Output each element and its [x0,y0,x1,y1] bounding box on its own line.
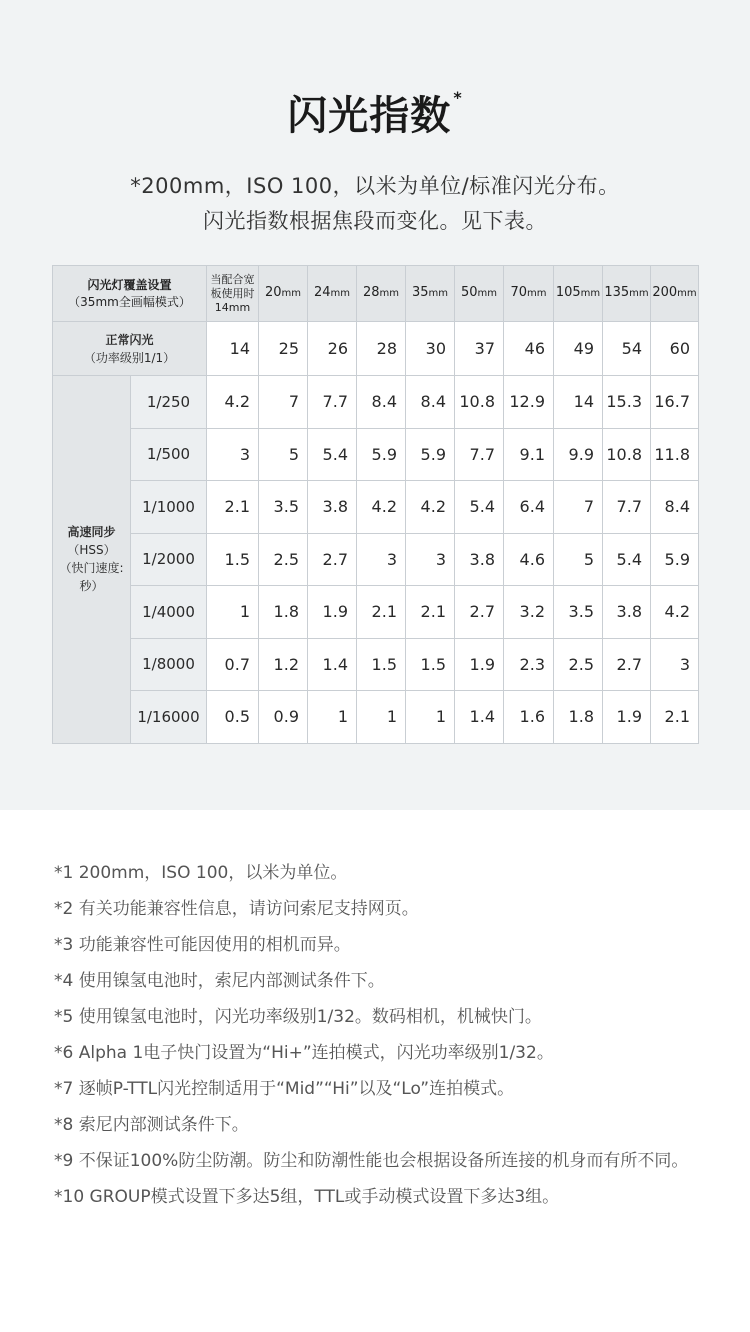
table-cell: 10.8 [603,428,651,481]
footnote-item: *6 Alpha 1电子快门设置为“Hi+”连拍模式，闪光功率级别1/32。 [54,1043,554,1063]
table-cell: 7.7 [455,428,504,481]
table-header-row [53,266,699,322]
focal-column-header [308,266,357,322]
table-cell: 3.8 [308,481,357,534]
focal-column-header [603,266,651,322]
table-cell: 2.1 [207,481,259,534]
focal-column-header [504,266,554,322]
table-cell: 15.3 [603,376,651,429]
table-cell: 3.5 [259,481,308,534]
table-cell: 1.5 [406,638,455,691]
footnote-item: *2 有关功能兼容性信息，请访问索尼支持网页。 [54,899,419,919]
table-cell: 3 [207,428,259,481]
footnote-item: *8 索尼内部测试条件下。 [54,1115,249,1135]
table-cell: 10.8 [455,376,504,429]
hss-label-line: 秒） [79,579,104,594]
table-row [53,481,699,534]
focal-column-header [651,266,699,322]
table-cell: 5.9 [406,428,455,481]
table-cell: 12.9 [504,376,554,429]
shutter-speed-cell: 1/4000 [131,586,207,639]
focal-length-value: 24 [313,285,331,300]
focal-length-unit: mm [330,288,351,299]
footnote-item: *9 不保证100%防尘防潮。防尘和防潮性能也会根据设备所连接的机身而有所不同。 [54,1151,689,1171]
focal-length-value: 28 [362,285,380,300]
focal-length-unit: mm [428,288,449,299]
shutter-speed-cell: 1/2000 [131,533,207,586]
shutter-speed-cell: 1/1000 [131,481,207,534]
hss-label [53,376,131,744]
table-cell: 1 [308,691,357,744]
table-cell: 14 [207,322,259,376]
table-cell: 7.7 [308,376,357,429]
table-cell: 0.9 [259,691,308,744]
table-row [53,691,699,744]
shutter-speed-cell: 1/16000 [131,691,207,744]
footnote-item: *1 200mm，ISO 100，以米为单位。 [54,863,348,883]
table-cell: 4.2 [207,376,259,429]
table-cell: 3.2 [504,586,554,639]
focal-column-header [259,266,308,322]
table-cell: 2.1 [651,691,699,744]
table-cell: 30 [406,322,455,376]
shutter-speed-cell: 1/500 [131,428,207,481]
focal-column-header [357,266,406,322]
subtitle-line-1: *200mm，ISO 100，以米为单位/标准闪光分布。 [130,174,620,198]
focal-length-unit: mm [379,288,400,299]
table-cell: 5.4 [603,533,651,586]
table-cell: 7 [554,481,603,534]
table-cell: 5.4 [455,481,504,534]
table-row [53,638,699,691]
table-cell: 60 [651,322,699,376]
footnotes [54,855,704,1215]
table-cell: 6.4 [504,481,554,534]
focal-length-unit: mm [677,288,697,299]
table-cell: 1.9 [308,586,357,639]
focal-length-unit: mm [527,288,547,299]
table-cell: 9.9 [554,428,603,481]
focal-length-unit: mm [281,288,302,299]
table-cell: 4.2 [357,481,406,534]
table-cell: 14 [554,376,603,429]
table-row [53,586,699,639]
table-cell: 54 [603,322,651,376]
table-cell: 7.7 [603,481,651,534]
table-cell: 46 [504,322,554,376]
focal-length-unit: mm [629,288,649,299]
table-cell: 4.2 [406,481,455,534]
focal-length-value: 50 [460,285,478,300]
footnote-item: *10 GROUP模式设置下多达5组，TTL或手动模式设置下多达3组。 [54,1187,560,1207]
table-cell: 3 [406,533,455,586]
normal-flash-label: 正常闪光 （功率级别1/1） [53,322,207,376]
focal-length-value: 20 [264,285,282,300]
table-cell: 1.4 [455,691,504,744]
table-cell: 2.5 [554,638,603,691]
shutter-speed-cell: 1/8000 [131,638,207,691]
focal-column-header [406,266,455,322]
table-cell: 5.9 [357,428,406,481]
table-cell: 49 [554,322,603,376]
table-cell: 3.8 [455,533,504,586]
table-cell: 1.4 [308,638,357,691]
table-cell: 1 [207,586,259,639]
table-cell: 2.7 [603,638,651,691]
focal-length-value: 70 [510,285,528,300]
table-cell: 1.8 [554,691,603,744]
table-cell: 8.4 [651,481,699,534]
table-cell: 25 [259,322,308,376]
table-cell: 2.3 [504,638,554,691]
subtitle-line-2: 闪光指数根据焦段而变化。见下表。 [203,209,547,233]
table-cell: 16.7 [651,376,699,429]
wide-panel-column-header: 当配合宽 板使用时 14mm [207,266,259,322]
table-cell: 2.1 [357,586,406,639]
shutter-speed-cell: 1/250 [131,376,207,429]
table-cell: 1.6 [504,691,554,744]
focal-length-value: 105 [555,285,581,300]
table-row [53,428,699,481]
focal-length-value: 135 [604,285,630,300]
focal-column-header [554,266,603,322]
footnote-item: *3 功能兼容性可能因使用的相机而异。 [54,935,351,955]
table-cell: 1.9 [455,638,504,691]
table-cell: 2.1 [406,586,455,639]
table-cell: 1.9 [603,691,651,744]
table-cell: 1.5 [357,638,406,691]
hss-label-line: 高速同步 [67,525,116,540]
guide-number-table [52,265,699,744]
table-cell: 0.5 [207,691,259,744]
table-cell: 1 [406,691,455,744]
footnote-item: *4 使用镍氢电池时，索尼内部测试条件下。 [54,971,385,991]
hss-label-line: （HSS） [67,543,116,558]
table-cell: 2.5 [259,533,308,586]
table-cell: 28 [357,322,406,376]
table-cell: 8.4 [406,376,455,429]
footnote-item: *7 逐帧P-TTL闪光控制适用于“Mid”“Hi”以及“Lo”连拍模式。 [54,1079,515,1099]
table-cell: 4.2 [651,586,699,639]
coverage-setting-header: 闪光灯覆盖设置 （35mm全画幅模式） [53,266,207,322]
table-cell: 1.8 [259,586,308,639]
table-cell: 26 [308,322,357,376]
table-cell: 11.8 [651,428,699,481]
table-cell: 1.5 [207,533,259,586]
table-cell: 4.6 [504,533,554,586]
normal-flash-row [53,322,699,376]
table-cell: 5 [554,533,603,586]
focal-length-unit: mm [580,288,601,299]
focal-column-header [455,266,504,322]
table-cell: 2.7 [455,586,504,639]
table-cell: 0.7 [207,638,259,691]
page-title: 闪光指数 * [287,88,463,139]
focal-length-unit: mm [477,288,498,299]
table-cell: 7 [259,376,308,429]
table-cell: 5.4 [308,428,357,481]
title-footnote-mark: * [453,88,463,107]
hss-label-line: （快门速度: [59,561,124,576]
table-cell: 5 [259,428,308,481]
table-row [53,533,699,586]
focal-length-value: 35 [411,285,429,300]
table-row [53,376,699,429]
focal-length-value: 200 [652,285,678,300]
table-cell: 3 [357,533,406,586]
table-cell: 3 [651,638,699,691]
table-cell: 8.4 [357,376,406,429]
table-cell: 1.2 [259,638,308,691]
table-cell: 5.9 [651,533,699,586]
table-cell: 2.7 [308,533,357,586]
table-cell: 37 [455,322,504,376]
table-cell: 1 [357,691,406,744]
table-cell: 3.8 [603,586,651,639]
table-cell: 3.5 [554,586,603,639]
footnote-item: *5 使用镍氢电池时，闪光功率级别1/32。数码相机，机械快门。 [54,1007,542,1027]
table-cell: 9.1 [504,428,554,481]
